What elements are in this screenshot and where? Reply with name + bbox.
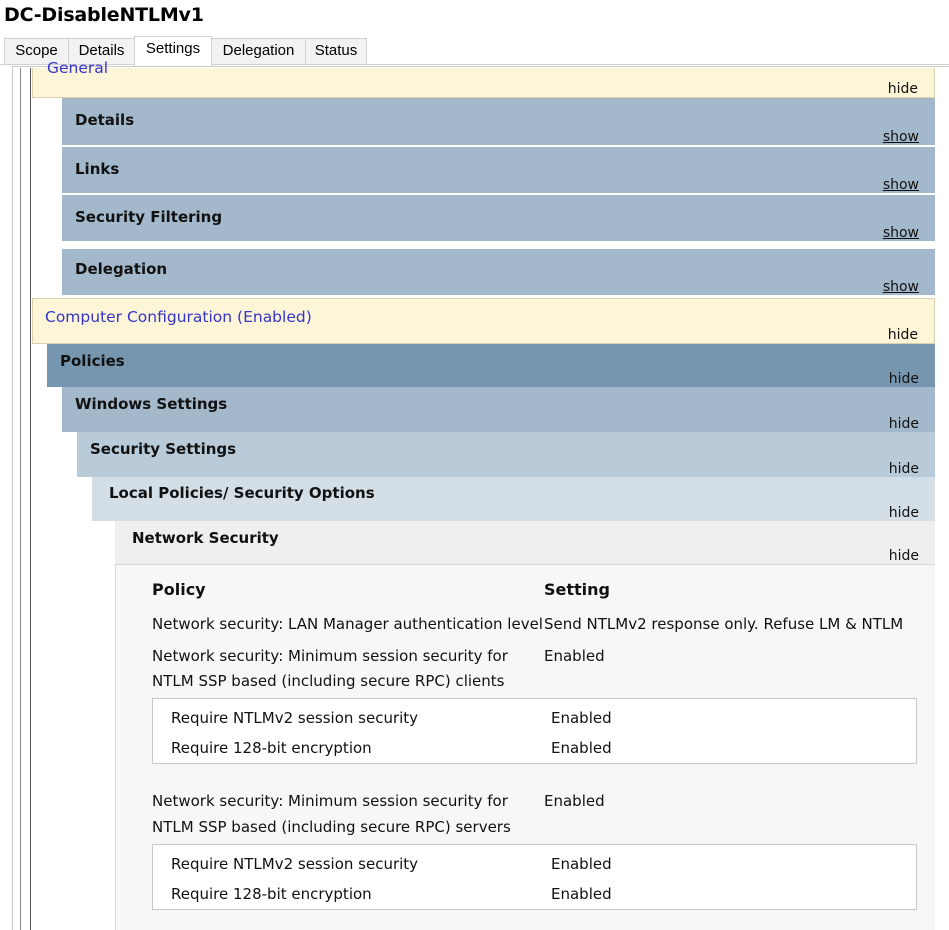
policy-column-header: Policy [152, 580, 206, 599]
setting-column-header: Setting [544, 580, 610, 599]
security-filtering-section-header[interactable] [62, 195, 935, 241]
windows-settings-header[interactable] [62, 387, 935, 432]
links-label: Links [75, 160, 120, 178]
details-section-header[interactable] [62, 98, 935, 145]
sub-setting-name: Require 128-bit encryption [171, 739, 372, 757]
sub-setting-name: Require NTLMv2 session security [171, 855, 419, 873]
policy-min-session-servers-line1: Network security: Minimum session security for [152, 792, 508, 810]
policy-lan-manager-auth-level: Network security: LAN Manager authentication level [152, 615, 543, 633]
delegation-label: Delegation [75, 260, 168, 278]
sub-setting-value: Enabled [551, 739, 612, 757]
policies-label: Policies [60, 352, 125, 370]
sub-setting-name: Require NTLMv2 session security [171, 709, 419, 727]
policy-min-session-clients-line1: Network security: Minimum session security for [152, 647, 508, 665]
page-title: DC-DisableNTLMv1 [4, 4, 204, 26]
scroll-guide-left [20, 68, 21, 930]
setting-min-session-servers: Enabled [544, 792, 605, 810]
computer-configuration-label: Computer Configuration (Enabled) [45, 308, 312, 326]
tab-status[interactable]: Status [305, 38, 367, 64]
computer-configuration-header[interactable] [32, 298, 935, 344]
policies-header[interactable] [47, 344, 935, 387]
links-section-header[interactable] [62, 147, 935, 193]
details-show-link[interactable]: show [882, 129, 919, 145]
links-show-link[interactable]: show [882, 177, 919, 193]
network-security-hide-link[interactable]: hide [888, 548, 919, 564]
local-policies-header[interactable] [92, 477, 935, 521]
policy-min-session-clients-line2: NTLM SSP based (including secure RPC) clients [152, 672, 505, 690]
servers-subsettings-box [152, 844, 917, 910]
tab-scope[interactable]: Scope [4, 38, 69, 64]
general-header[interactable] [32, 59, 935, 98]
details-label: Details [75, 111, 135, 129]
tab-details[interactable]: Details [68, 38, 135, 64]
sub-setting-value: Enabled [551, 709, 612, 727]
setting-min-session-clients: Enabled [544, 647, 605, 665]
clients-subsettings-box [152, 698, 917, 764]
windows-settings-hide-link[interactable]: hide [888, 416, 919, 432]
windows-settings-label: Windows Settings [75, 395, 228, 413]
security-settings-hide-link[interactable]: hide [888, 461, 919, 477]
local-policies-hide-link[interactable]: hide [888, 505, 919, 521]
security-filtering-show-link[interactable]: show [882, 225, 919, 241]
tab-delegation[interactable]: Delegation [211, 38, 306, 64]
security-settings-label: Security Settings [90, 440, 237, 458]
policies-hide-link[interactable]: hide [888, 371, 919, 387]
network-security-header[interactable] [115, 521, 935, 565]
network-security-label: Network Security [132, 529, 279, 547]
local-policies-label: Local Policies/ Security Options [109, 484, 375, 502]
tab-settings[interactable]: Settings [134, 36, 212, 66]
setting-lan-manager-auth-level: Send NTLMv2 response only. Refuse LM & NTLM [544, 615, 904, 633]
security-filtering-label: Security Filtering [75, 208, 223, 226]
computer-configuration-hide-link[interactable]: hide [887, 327, 918, 343]
delegation-section-header[interactable] [62, 249, 935, 295]
tab-bar [0, 36, 949, 65]
sub-setting-value: Enabled [551, 855, 612, 873]
policy-min-session-servers-line2: NTLM SSP based (including secure RPC) servers [152, 818, 511, 836]
sub-setting-value: Enabled [551, 885, 612, 903]
tree-guide [30, 68, 31, 930]
security-settings-header[interactable] [77, 432, 935, 477]
general-label: General [47, 59, 109, 77]
delegation-show-link[interactable]: show [882, 279, 919, 295]
general-hide-link[interactable]: hide [887, 81, 918, 97]
sub-setting-name: Require 128-bit encryption [171, 885, 372, 903]
